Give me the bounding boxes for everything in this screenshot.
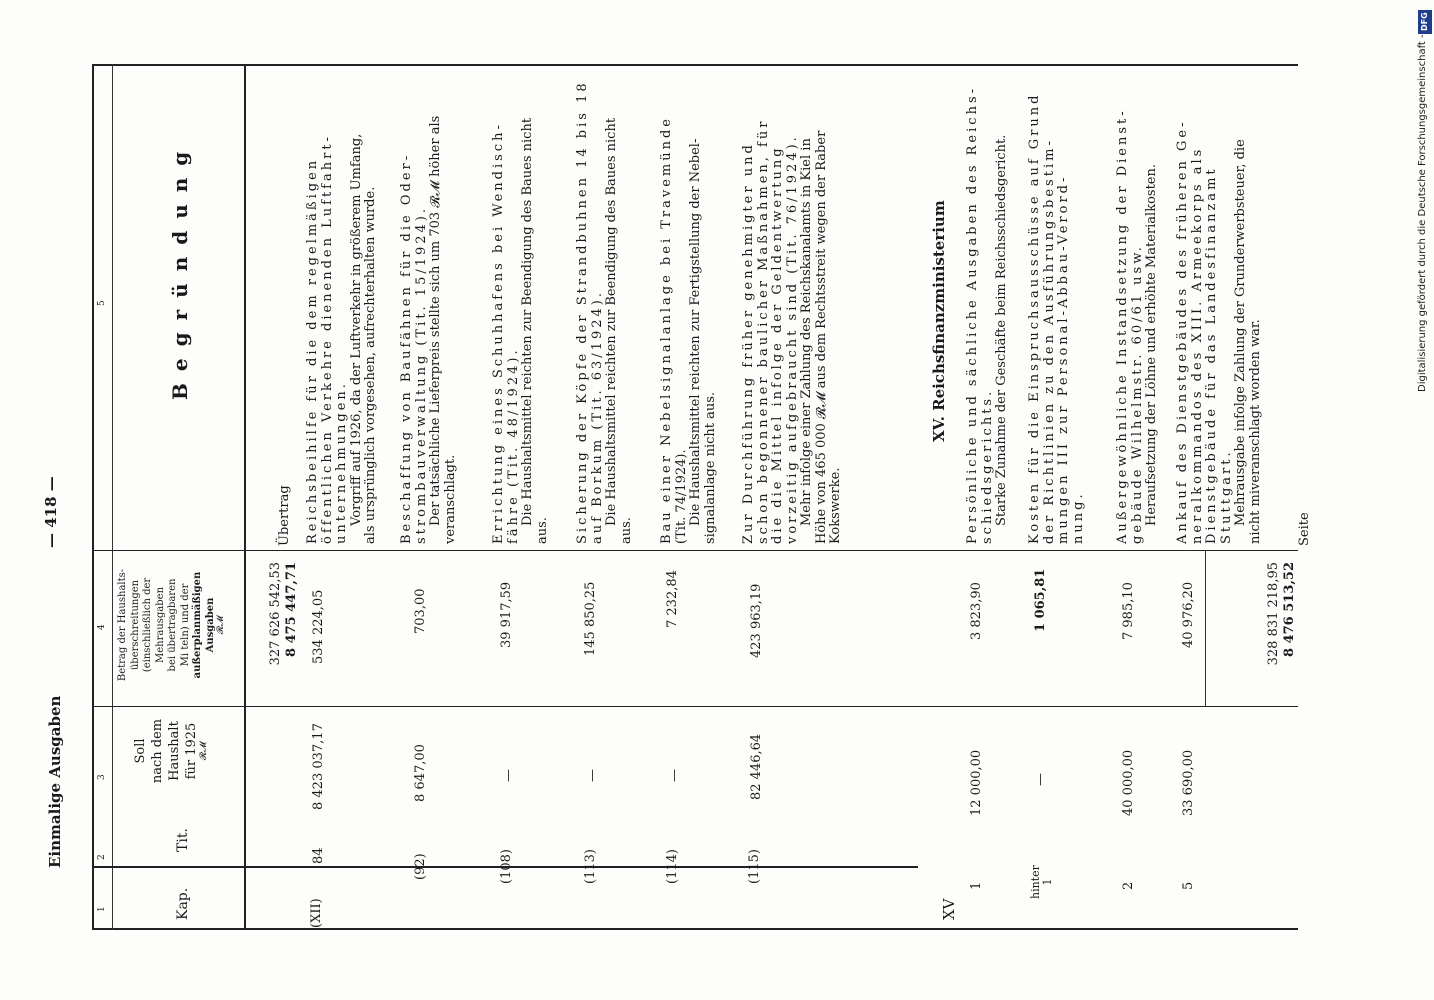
row-soll: 33 690,00 (1181, 749, 1196, 816)
header-tit: Tit. (175, 828, 191, 852)
row-betrag: 145 850,25 (583, 581, 598, 656)
row-tit: (113) (583, 849, 598, 884)
total-top-rule (1205, 550, 1206, 706)
soll-betrag-divider (92, 550, 1298, 551)
row-betrag: 7 985,10 (1121, 582, 1136, 640)
row-text: Reichsbeihilfe für die dem regelmäßigen öffentlichen Verkehre dienenden Luftfahrt- unternehmungen. Vorgriff auf 1926, da der Luftverkehr in größerem Umfang, als ursprünglich vorgesehen, aufrechterhalten wurde. (305, 133, 378, 544)
row-tit: (114) (665, 849, 680, 884)
row-text: Persönliche und sächliche Ausgaben des Reichs- schiedsgerichts. Starke Zunahme der Geschäfte beim Reichsschiedsgericht. (965, 85, 1009, 544)
dfg-logo: DFG (1418, 10, 1432, 34)
row-tit: 5 (1181, 881, 1196, 890)
row-betrag: 534 224,05 (311, 589, 326, 664)
col-number-5: 5 (97, 300, 107, 306)
row-betrag: 39 917,59 (499, 581, 514, 648)
row-tit: (92) (413, 853, 428, 880)
header-begruendung: Begründung (168, 139, 192, 400)
carry-over-values: 327 626 542,53 8 475 447,71 (268, 562, 299, 666)
total-values: 328 831 218,95 8 476 513,52 (1266, 562, 1297, 666)
row-betrag: 703,00 (413, 588, 428, 634)
header-betrag: Betrag der Haushalts- überschreitungen (einschließlich der Mehrausgaben bei übertragbaren Mi teln) und der außerplanmäßigen Ausgaben 𝓡𝓜 (117, 568, 226, 682)
tit-soll-divider (92, 706, 1298, 707)
digitization-credit: Digitalisierung gefördert durch die Deutsche Forschungsgemeinschaft - (1417, 34, 1428, 392)
row-text: Bau einer Nebelsignalanlage bei Travemünde (Tit. 74/1924). Die Haushaltsmittel reichten zur Fertigstellung der Nebel- signalanlage nicht aus. (659, 116, 718, 544)
col-number-3: 3 (97, 774, 107, 780)
row-soll: — (501, 769, 516, 782)
row-text: Zur Durchführung früher genehmigter und schon begonnener baulicher Maßnahmen, für die die Mittel infolge der Geldentwertung vorzeitig aufgebraucht sind (Tit. 76/1924). Mehr infolge einer Zahlung des Reichskanalamts in Kiel in Höhe von 465 000 𝓡𝓜 aus dem Rechtsstreit wegen der Raber Kokswerke. (741, 118, 843, 544)
row-betrag: 1 065,81 (1033, 568, 1048, 632)
col-number-4: 4 (97, 624, 107, 630)
header-number-divider (112, 64, 113, 930)
carry-over-label: Übertrag (277, 485, 292, 546)
row-soll: 40 000,00 (1121, 749, 1136, 816)
row-tit: hinter 1 (1029, 865, 1054, 899)
row-kap: (XII) (309, 898, 324, 928)
row-text: Errichtung eines Schuhhafens bei Wendisch- fähre (Tit. 48/1924). Die Haushaltsmittel reichten zur Beendigung des Baues nicht aus. (491, 117, 550, 544)
row-soll: 82 446,64 (749, 733, 764, 800)
running-head: Einmalige Ausgaben (46, 695, 64, 868)
row-tit: (115) (747, 849, 762, 884)
row-text: Sicherung der Köpfe der Strandbuhnen 14 bis 18 auf Borkum (Tit. 63/1924). Die Haushaltsmittel reichten zur Beendigung des Baues nicht aus. (575, 80, 634, 544)
header-body-divider (244, 64, 246, 930)
row-betrag: 40 976,20 (1181, 581, 1196, 648)
row-tit: (108) (499, 849, 514, 884)
section-kap: XV (940, 898, 958, 920)
row-soll: 8 423 037,17 (311, 723, 326, 810)
header-kap: Kap. (175, 887, 191, 920)
section-title: XV. Reichsfinanzministerium (930, 200, 948, 442)
table-bottom-rule (92, 928, 1298, 930)
total-label: Seite (1297, 512, 1312, 546)
row-tit: 84 (311, 847, 326, 864)
row-tit: 1 (969, 881, 984, 890)
page-number: — 418 — (42, 476, 60, 548)
row-text: Außergewöhnliche Instandsetzung der Dienst- gebäude Wilhelmstr. 60/61 usw. Heraufsetzung der Löhne und erhöhte Materialkosten. (1115, 108, 1159, 544)
row-soll: — (1033, 773, 1048, 786)
row-text: Ankauf des Dienstgebäudes des früheren Ge- neralkommandos des XIII. Armeekorps als Dienstgebäude für das Landesfinanzamt Stuttgart. Mehrausgabe infolge Zahlung der Grunderwerbsteuer, die nicht miveranschlagt worden war. (1175, 119, 1263, 544)
row-betrag: 7 232,84 (665, 570, 680, 628)
row-soll: — (667, 769, 682, 782)
row-soll: 8 647,00 (413, 744, 428, 802)
col-number-2: 2 (97, 854, 107, 860)
row-betrag: 423 963,19 (749, 583, 764, 658)
header-soll: Soll nach dem Haushalt für 1925 𝓡𝓜 (133, 718, 209, 784)
row-soll: 12 000,00 (969, 749, 984, 816)
row-tit: 2 (1121, 881, 1136, 890)
row-text: Beschaffung von Baufähnen für die Oder- strombauverwaltung (Tit. 15/1924). Der tatsächliche Lieferpreis stellte sich um 703 𝓡𝓜 höher als veranschlagt. (399, 115, 458, 544)
col-number-1: 1 (97, 906, 107, 912)
row-betrag: 3 823,90 (969, 582, 984, 640)
column-number-strip (92, 64, 94, 930)
row-text: Kosten für die Einspruchsausschüsse auf Grund der Richtlinien zu den Ausführungsbestim- mungen III zur Personal-Abbau-Verord- nung. (1027, 92, 1086, 544)
row-soll: — (585, 769, 600, 782)
